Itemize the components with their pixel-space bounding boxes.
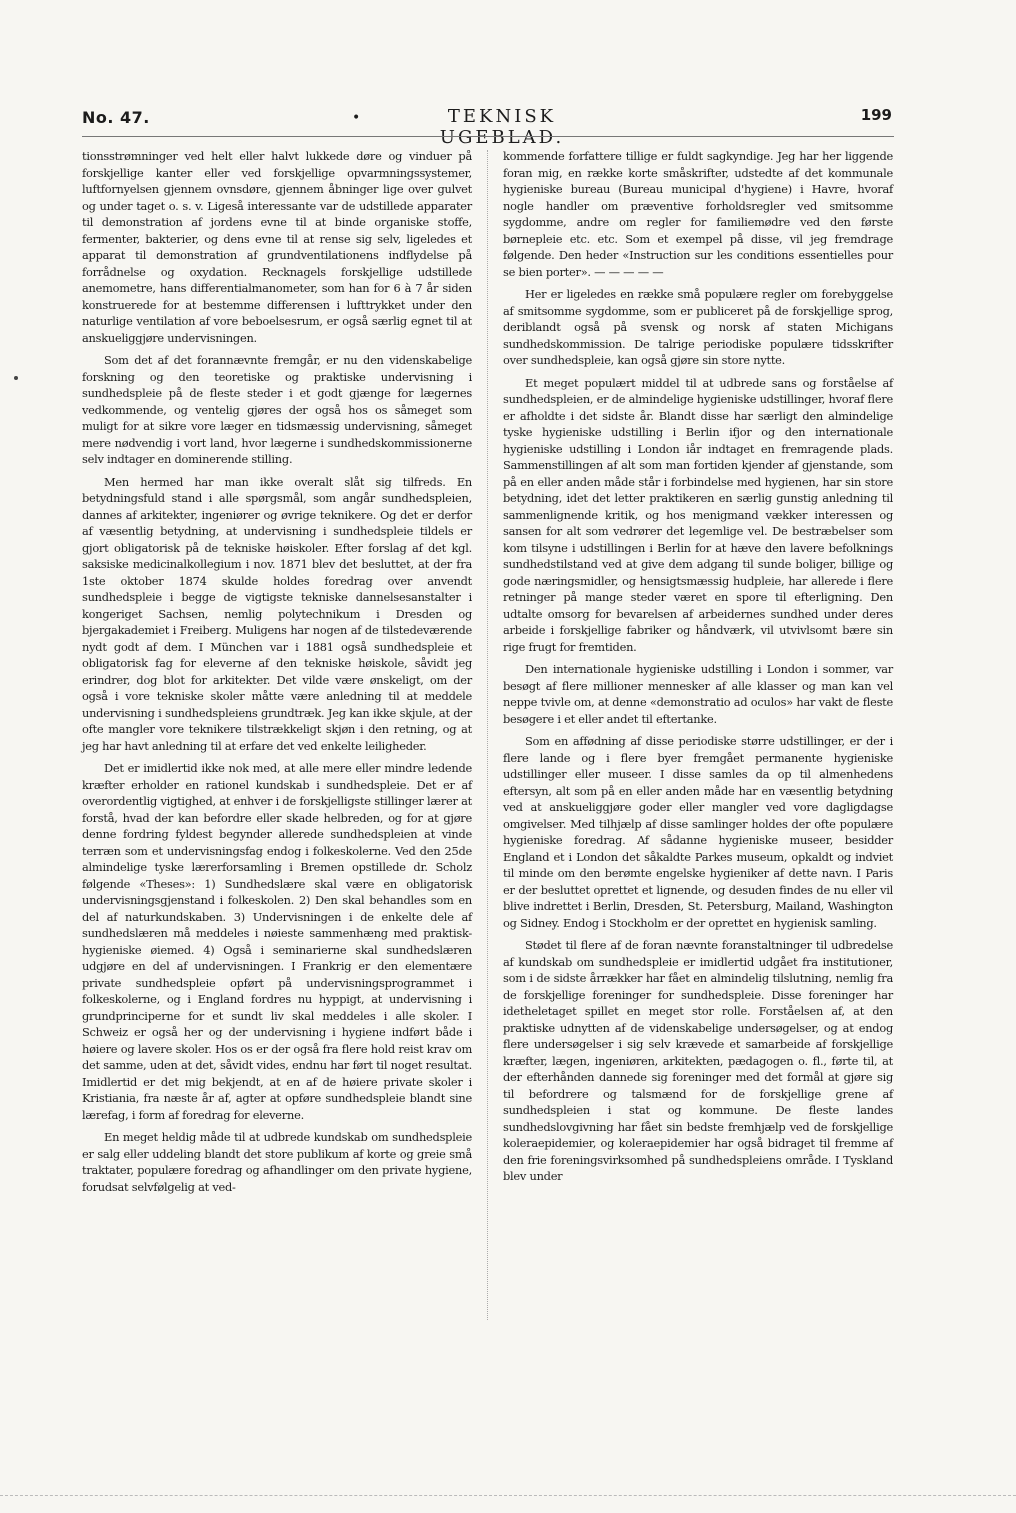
issue-number: No. 47. [82,108,150,127]
header-rule [82,136,894,137]
paragraph: En meget heldig måde til at udbrede kundskab om sundhedspleie er salg eller uddeling blandt det store publikum af korte og greie små traktater, populære foredrag og afhandlinger om den private hygiene, forudsat selvfølgelig at ved- [82,1130,472,1194]
paragraph: kommende forfattere tillige er fuldt sagkyndige. Jeg har her liggende foran mig, en række korte småskrifter, udstedte af det kommunale hygieniske bureau (Bureau municipal d'hygiene) i Havre, hvoraf nogle handler om præventive forholdsregler ved smitsomme sygdomme, andre om regler for familiemødre ved den første børnepleie etc. etc. Som et exempel på disse, vil jeg fremdrage følgende. Den heder «Instruction sur les conditions essentielles pour se bien porter». — — — — — [503,149,893,279]
left-column [82,148,472,1195]
paragraph: Som det af det forannævnte fremgår, er nu den videnskabelige forskning og den teoretiske og praktiske undervisning i sundhedspleie på de fleste steder i et godt gjænge for lægernes vedkommende, og ventelig gjøres der også hos os såmeget som muligt for at sikre vore læger en tidsmæssig undervisning, såmeget mere nødvendig i vort land, hvor lægerne i sundhedskommissionerne selv indtager en dominerende stilling. [82,353,472,466]
page-number: 199 [860,106,892,124]
scan-edge-rule [0,1495,1016,1496]
right-column [503,148,893,1185]
paragraph: Men hermed har man ikke overalt slåt sig tilfreds. En betydningsfuld stand i alle spørgsmål, som angår sundhedspleien, dannes af arkitekter, ingeniører og øvrige teknikere. Og det er derfor af væsentlig betydning, at undervisning i sundhedspleie tildels er gjort obligatorisk på de tekniske høiskoler. Efter forslag af det kgl. saksiske medicinalkollegium i nov. 1871 blev det besluttet, at der fra 1ste oktober 1874 skulde holdes foredrag over anvendt sundhedspleie i begge de vigtigste tekniske dannelsesanstalter i kongeriget Sachsen, nemlig polytechnikum i Dresden og bjergakademiet i Freiberg. Muligens har nogen af de tilstedeværende nydt godt af dem. I München var i 1881 også sundhedspleie et obligatorisk fag for eleverne af den tekniske høiskole, såvidt jeg erindrer, dog blot for arkitekter. Det vilde være ønskeligt, om der også i vore tekniske skoler måtte være anledning til at meddele undervisning i sundhedspleiens grundtræk. Jeg kan ikke skjule, at der ofte mangler vore teknikere tilstrækkeligt skjøn i den retning, og at jeg har havt anledning til at erfare det ved enkelte leiligheder. [82,474,472,753]
page-header [82,106,892,148]
print-speck [14,376,18,380]
paragraph: Den internationale hygieniske udstilling i London i sommer, var besøgt af flere millioner mennesker af alle klasser og man kan vel neppe tvivle om, at denne «demonstratio ad oculos» har vakt de fleste besøgere i et eller andet til eftertanke. [503,662,893,726]
column-divider [487,150,488,1320]
paragraph: Stødet til flere af de foran nævnte foranstaltninger til udbredelse af kundskab om sundhedspleie er imidlertid udgået fra institutioner, som i de sidste årrækker har fået en almindelig tilslutning, nemlig fra de forskjellige foreninger for sundhedspleie. Disse foreninger har idetheletaget spillet en meget stor rolle. Forståelsen af, at den praktiske udnytten af de videnskabelige undersøgelser, og at endog flere undersøgelser i sig selv krævede et samarbeide af forskjellige kræfter, lægen, ingeniøren, arkitekten, pædagogen o. fl., førte til, at der efterhånden dannede sig foreninger med det formål at gjøre sig til befordrere og talsmænd for de forskjellige grene af sundhedspleien i stat og kommune. De fleste landes sundhedslovgivning har fået sin bedste fremhjælp ved de forskjellige koleraepidemier, og koleraepidemier har også bidraget til fremme af den frie foreningsvirksomhed på sundhedspleiens område. I Tyskland blev under [503,938,893,1183]
paragraph: tionsstrømninger ved helt eller halvt lukkede døre og vinduer på forskjellige kanter eller ved forskjellige opvarmningssystemer, luftfornyelsen gjennem ovnsdøre, gjennem åbninger lige over gulvet og under taget o. s. v. Ligeså interessante var de udstillede apparater til demonstration af jordens evne til at binde organiske stoffe, fermenter, bakterier, og dens evne til at rense sig selv, ligeledes et apparat til demonstration af grundventilationens indflydelse på forrådnelse og oxydation. Recknagels forskjellige udstillede anemometre, hans differentialmanometer, som han for 6 à 7 år siden konstruerede for at bestemme differensen i lufttrykket under den naturlige ventilation af vore beboelsesrum, er også særlig egnet til at anskueliggjøre undervisningen. [82,149,472,345]
paragraph: Et meget populært middel til at udbrede sans og forståelse af sundhedspleien, er de almindelige hygieniske udstillinger, hvoraf flere er afholdte i det sidste år. Blandt disse har særligt den almindelige tyske hygieniske udstilling i Berlin ifjor og den internationale hygieniske udstilling i London iår indtaget en fremragende plads. Sammenstillingen af alt som man fortiden kjender af gjenstande, som på en eller anden måde står i forbindelse med hygienen, har sin store betydning, idet det letter praktikeren en særlig gunstig anledning til sammenlignende kritik, og hos menigmand vækker interessen og sansen for alt som vedrører det legemlige vel. De bestræbelser som kom tilsyne i udstillingen i Berlin for at hæve den lavere befolknings sundhedstilstand ved at give dem adgang til sunde boliger, billige og gode næringsmidler, og hensigtsmæssig hudpleie, har allerede i flere retninger på mange steder været en spore til efterligning. Den udtalte omsorg for bevarelsen af arbeidernes sundhed under deres arbeide i forskjellige fabriker og håndværk, vil utvivlsomt bære sin rige frugt for fremtiden. [503,375,894,654]
paragraph: Her er ligeledes en række små populære regler om forebyggelse af smitsomme sygdomme, som er publiceret på de forskjellige sprog, deriblandt også på svensk og norsk af staten Michigans sundhedskommission. De talrige periodiske populære tidsskrifter over sundhedspleie, kan også gjøre sin store nytte. [503,287,893,367]
paragraph: Som en affødning af disse periodiske større udstillinger, er der i flere lande og i flere byer fremgået permanente hygieniske udstillinger eller museer. I disse samles da op til almenhedens eftersyn, alt som på en eller anden måde har en væsentlig betydning ved at anskueliggjøre goder eller mangler ved vore dagligdagse omgivelser. Med tilhjælp af disse samlinger holdes der ofte populære hygieniske foredrag. Af sådanne hygieniske museer, besidder England et i London det såkaldte Parkes museum, opkaldt og indviet til minde om den berømte engelske hygieniker af dette navn. I Paris er der besluttet oprettet et lignende, og desuden findes de nu eller vil blive indrettet i Berlin, Dresden, St. Petersburg, Mailand, Washington og Sidney. Endog i Stockholm er der oprettet en hygienisk samling. [503,734,893,930]
header-dot: • [352,110,361,126]
journal-title: TEKNISK UGEBLAD. [439,106,565,148]
paragraph: Det er imidlertid ikke nok med, at alle mere eller mindre ledende kræfter erholder en rationel kundskab i sundhedspleie. Det er af overordentlig vigtighed, at enhver i de forskjelligste stillinger lærer at forstå, hvad der kan befordre eller skade helbreden, og for at gjøre denne fordring fyldest begynder allerede sundhedspleien at vinde terræn som et undervisningsfag endog i folkeskolerne. Ved den 25de almindelige tyske lærerforsamling i Bremen opstillede dr. Scholz følgende «Theses»: 1) Sundhedslære skal være en obligatorisk undervisningsgjenstand i folkeskolen. 2) Den skal behandles som en del af naturkundskaben. 3) Undervisningen i de enkelte dele af sundhedslæren må meddeles i nøieste sammenhæng med praktisk-hygieniske øiemed. 4) Også i seminarierne skal sundhedslæren udgjøre en del af undervisningen. I Frankrig er den elementære private sundhedspleie opført på undervisningsprogrammet i folkeskolerne, og i England fordres nu hyppigt, at undervisning i grundprinciperne for et sundt liv skal meddeles i alle skoler. I Schweiz er også her og der undervisning i hygiene indført både i høiere og lavere skoler. Hos os er der også fra flere hold reist krav om det samme, uden at det, såvidt vides, endnu har ført til noget resultat. Imidlertid er det mig bekjendt, at en af de høiere private skoler i Kristiania, fra næste år af, agter at opføre sundhedspleie blandt sine lærefag, i form af foredrag for eleverne. [82,761,472,1122]
